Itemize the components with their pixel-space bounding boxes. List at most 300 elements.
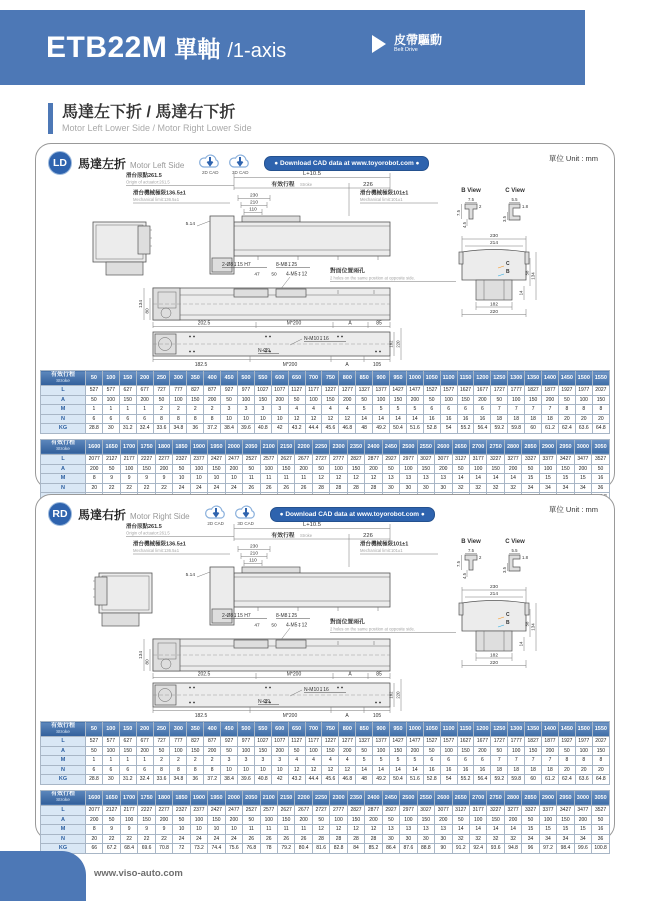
table-cell: 5 [356,405,373,415]
table-cell: 14 [373,414,390,424]
table-cell: 16 [457,414,474,424]
table-cell: 28 [330,483,347,493]
drive-type-en: Belt Drive [394,47,418,53]
table-cell: 50.4 [390,424,407,434]
table-cell: 150 [417,815,434,825]
stroke-col-header: 2950 [557,439,574,454]
table-cell: 34 [539,834,556,844]
table-cell: 50 [173,815,190,825]
table-cell: 1277 [339,737,356,747]
mech-limit-right-en: Mechanical limit:101±1 [360,548,403,553]
footer-website: www.viso-auto.com [94,868,183,879]
table-cell: 577 [102,737,119,747]
table-cell: 200 [155,815,172,825]
stroke-col-header: 1450 [558,722,575,737]
table-cell: 150 [119,746,136,756]
stroke-col-header: 2900 [539,439,556,454]
c-dim-55: 5.5 [511,197,518,202]
stroke-col-header: 1450 [558,371,575,386]
row-label: M [41,474,86,484]
table-cell: 1627 [457,386,474,396]
table-cell: 7 [542,405,559,415]
table-cell: 6 [474,756,491,766]
stroke-col-header: 2300 [330,439,347,454]
table-cell: 14 [406,414,423,424]
table-cell: 1027 [254,737,271,747]
stroke-col-header: 1900 [190,439,207,454]
table-cell: 13 [435,474,452,484]
stroke-col-header: 700 [305,722,322,737]
table-cell: 200 [225,815,242,825]
table-cell: 6 [102,414,119,424]
table-cell: 20 [86,483,103,493]
table-cell: 54 [440,775,457,785]
table-cell: 24 [208,483,225,493]
table-cell: 100 [260,464,277,474]
m5-holes-label: 4-M5↧12 [286,271,308,278]
stroke-col-header: 1000 [406,722,423,737]
table-cell: 36 [592,483,610,493]
table-cell: 9 [120,474,137,484]
stroke-col-header: 1650 [103,439,120,454]
table-cell: 1877 [542,737,559,747]
mech-limit-left-en: Mechanical limit:136.5±1 [133,548,180,553]
section-label-b: B [506,620,510,626]
stroke-label-en: Stroke [300,533,313,538]
table-cell: 727 [153,737,170,747]
panel-badge-ld: LD [48,151,72,175]
table-cell: 52.8 [423,424,440,434]
table-cell: 2827 [347,454,364,464]
b-view-label: B View [461,188,481,194]
stroke-col-header: 400 [204,722,221,737]
panel-title-cn: 馬達右折 [78,507,127,522]
table-cell: 1527 [423,386,440,396]
table-cell: 8 [153,414,170,424]
stroke-col-header: 1550 [592,371,609,386]
table-cell: 13 [400,825,417,835]
table-cell: 3 [271,405,288,415]
table-cell: 12 [339,765,356,775]
b-dim-2: 2 [479,204,482,209]
table-cell: 55.2 [457,424,474,434]
row-label: A [41,395,86,405]
footer-tab [0,851,86,901]
table-cell: 2427 [208,805,225,815]
table-cell: 100 [102,395,119,405]
table-cell: 1727 [491,386,508,396]
table-cell: 50 [288,746,305,756]
table-cell: 2527 [243,454,260,464]
stroke-col-header: 450 [221,371,238,386]
table-cell: 1 [136,756,153,766]
dim-80: 80 [145,308,151,314]
table-cell: 3127 [452,805,469,815]
row-label: N [41,414,86,424]
table-cell: 34.8 [170,424,187,434]
table-cell: 5 [356,756,373,766]
table-cell: 3427 [557,454,574,464]
table-cell: 46.8 [339,775,356,785]
stroke-col-header: 2950 [557,790,574,805]
table-cell: 6 [86,414,103,424]
table-cell: 22 [103,834,120,844]
table-cell: 1 [86,756,103,766]
stroke-col-header: 2300 [330,790,347,805]
table-cell: 30 [102,424,119,434]
table-cell: 150 [417,464,434,474]
stroke-col-header: 1150 [457,722,474,737]
table-cell: 150 [277,815,294,825]
table-cell: 32.4 [136,775,153,785]
table-cell: 1 [136,405,153,415]
table-cell: 50 [86,746,103,756]
stroke-col-header: 1350 [525,722,542,737]
table-cell: 100 [190,815,207,825]
table-cell: 3 [238,405,255,415]
table-cell: 10 [190,825,207,835]
table-cell: 100 [170,395,187,405]
table-cell: 150 [525,395,542,405]
table-cell: 11 [295,474,312,484]
row-label: M [41,756,86,766]
table-cell: 50 [103,815,120,825]
table-cell: 3227 [487,454,504,464]
table-cell: 44.4 [305,775,322,785]
stroke-col-header: 2400 [365,439,382,454]
table-cell: 34.8 [170,775,187,785]
table-cell: 100 [120,464,137,474]
table-cell: 99.6 [574,844,591,854]
table-cell: 38.4 [221,424,238,434]
table-cell: 100 [238,746,255,756]
table-cell: 100 [469,464,486,474]
table-cell: 26 [243,834,260,844]
mech-limit-right-cn: 滑台機械極限101±1 [360,541,409,548]
table-cell: 6 [102,765,119,775]
table-cell: 3427 [557,805,574,815]
table-cell: 200 [136,746,153,756]
stroke-col-header: 2150 [277,439,294,454]
dim-47: 47 [254,272,260,278]
stroke-col-header: 850 [356,371,373,386]
n9-holes-label: N-Ø9 [258,699,270,705]
table-cell: 3327 [522,454,539,464]
table-cell: 3177 [469,454,486,464]
table-cell: 2977 [400,454,417,464]
table-cell: 15 [557,474,574,484]
table-cell: 100 [260,815,277,825]
table-cell: 4 [288,756,305,766]
stroke-col-header: 2850 [522,439,539,454]
table-cell: 50 [592,815,610,825]
stroke-col-header: 1400 [542,722,559,737]
stroke-col-header: 950 [390,371,407,386]
table-cell: 1077 [271,386,288,396]
stroke-col-header: 1500 [575,722,592,737]
table-cell: 877 [204,386,221,396]
table-cell: 4 [322,405,339,415]
table-cell: 2027 [592,386,609,396]
table-cell: 28 [347,483,364,493]
table-cell: 2777 [330,805,347,815]
table-cell: 100 [238,395,255,405]
table-cell: 14 [504,474,521,484]
table-cell: 6 [86,765,103,775]
stroke-col-header: 2100 [260,439,277,454]
table-cell: 200 [295,815,312,825]
table-cell: 24 [225,483,242,493]
table-row [41,805,610,815]
dim-1825: 182.5 [194,713,208,719]
table-cell: 200 [542,746,559,756]
table-cell: 8 [204,765,221,775]
table-cell: 20 [592,765,609,775]
stroke-col-header: 1850 [173,439,190,454]
table-cell: 12 [322,765,339,775]
sec-dim-214: 214 [489,592,499,597]
dim-1825: 182.5 [194,362,208,368]
stroke-col-header: 1950 [208,439,225,454]
table-cell: 100 [305,395,322,405]
sec-dim-14: 14 [518,641,524,647]
table-cell: 7 [508,405,525,415]
table-cell: 14 [469,474,486,484]
cad-3d-label: 3D CAD [232,169,249,175]
stroke-col-header: 2050 [243,790,260,805]
row-label: A [41,815,86,825]
sec-dim-220: 220 [489,661,499,666]
stroke-col-header: 350 [187,722,204,737]
stroke-col-header: 2650 [452,439,469,454]
download-cad-button[interactable]: ● Download CAD data at www.toyorobot.com ● [264,156,429,171]
table-cell: 5 [373,405,390,415]
table-cell: 13 [382,825,399,835]
table-cell: 92.4 [469,844,486,854]
sec-dim-134: 134 [530,623,536,631]
stroke-col-header: 200 [136,371,153,386]
table-cell: 150 [487,464,504,474]
plan-dim-182: 182 [388,691,394,699]
table-cell: 49.2 [373,775,390,785]
table-cell: 42 [271,775,288,785]
dim-514: 5.14 [185,222,195,227]
table-cell: 15 [522,825,539,835]
table-cell: 1827 [525,737,542,747]
stroke-col-header: 2100 [260,790,277,805]
table-cell: 100 [102,746,119,756]
table-cell: 100 [539,815,556,825]
table-cell: 1527 [423,737,440,747]
table-cell: 150 [119,395,136,405]
table-cell: 1427 [390,737,407,747]
c-view-label: C View [505,188,525,194]
row-label: N [41,834,86,844]
dim-105: 105 [372,713,382,719]
table-cell: 2477 [225,454,242,464]
m8-holes-label: 8-M8↧25 [276,262,298,268]
table-cell: 28 [365,483,382,493]
stroke-col-header: 1300 [508,371,525,386]
table-cell: 1477 [406,386,423,396]
stroke-col-header: 3050 [592,790,610,805]
table-cell: 2077 [86,454,103,464]
table-cell: 6 [136,414,153,424]
table-cell: 50 [522,815,539,825]
table-cell: 42 [271,424,288,434]
table-row [41,424,610,434]
stroke-col-header: 2700 [469,790,486,805]
table-cell: 28 [312,483,329,493]
table-cell: 11 [277,474,294,484]
table-cell: 37.2 [204,424,221,434]
stroke-col-header: 1550 [592,722,609,737]
table-cell: 10 [221,414,238,424]
b-dim-45: 4.5 [462,222,467,228]
table-cell: 16 [440,765,457,775]
dim-2025: 202.5 [197,320,211,327]
stroke-col-header: 3000 [574,790,591,805]
stroke-col-header: 950 [390,722,407,737]
table-cell: 8 [575,756,592,766]
stroke-col-header: 50 [86,371,103,386]
table-cell: 28 [330,834,347,844]
pitch-label: M*200 [286,671,302,678]
table-cell: 200 [225,464,242,474]
mech-limit-right-en: Mechanical limit:101±1 [360,197,403,202]
table-cell: 200 [136,395,153,405]
table-cell: 64.8 [592,775,609,785]
table-cell: 48 [356,775,373,785]
table-row [41,834,610,844]
table-cell: 1327 [356,386,373,396]
table-cell: 2327 [173,805,190,815]
table-cell: 20 [575,414,592,424]
table-cell: 3 [238,756,255,766]
table-cell: 777 [170,737,187,747]
table-cell: 2727 [312,454,329,464]
table-cell: 94.8 [504,844,521,854]
table-cell: 7 [525,756,542,766]
table-cell: 36 [187,775,204,785]
section-label-c: C [506,612,510,618]
mech-limit-right-cn: 滑台機械極限101±1 [360,190,409,197]
stroke-col-header: 1000 [406,371,423,386]
table-cell: 20 [558,414,575,424]
table-cell: 43.2 [288,775,305,785]
table-cell: 50 [86,395,103,405]
product-header-bar [0,10,585,85]
pitch-label-2: M*200 [282,362,298,368]
plan-dim-220: 220 [395,340,401,348]
stroke-col-header: 100 [102,722,119,737]
table-cell: 200 [204,746,221,756]
table-cell: 4 [305,405,322,415]
table-cell: 59.2 [491,775,508,785]
dim-47: 47 [254,623,260,629]
table-cell: 577 [102,386,119,396]
table-cell: 200 [504,464,521,474]
stroke-col-header: 1050 [423,722,440,737]
pitch-label-2: M*200 [282,713,298,719]
section-title-en: Motor Left Lower Side / Motor Right Lower Side [62,123,252,133]
download-cad-button[interactable]: ● Download CAD data at www.toyorobot.com ● [270,507,435,522]
table-cell: 22 [155,834,172,844]
table-cell: 9 [103,825,120,835]
table-cell: 26 [260,483,277,493]
table-cell: 14 [452,474,469,484]
technical-drawing [38,168,613,368]
table-cell: 100 [575,395,592,405]
table-cell: 18 [525,765,542,775]
table-cell: 50 [558,746,575,756]
table-cell: 150 [208,815,225,825]
table-cell: 1777 [508,737,525,747]
stroke-col-header: 2750 [487,439,504,454]
front-view [153,288,390,320]
stroke-col-header: 2700 [469,439,486,454]
table-cell: 26 [295,483,312,493]
table-row [41,454,610,464]
stroke-col-header: 650 [288,722,305,737]
table-cell: 12 [312,825,329,835]
table-cell: 100 [190,464,207,474]
table-cell: 34 [539,483,556,493]
table-cell: 2377 [190,805,207,815]
stroke-col-header: 850 [356,722,373,737]
table-cell: 11 [260,474,277,484]
table-cell: 3277 [504,805,521,815]
table-cell: 6 [423,405,440,415]
table-cell: 2627 [277,454,294,464]
table-cell: 5 [373,756,390,766]
table-cell: 200 [574,815,591,825]
table-cell: 32 [487,834,504,844]
table-cell: 46.8 [339,424,356,434]
table-cell: 200 [339,746,356,756]
stroke-col-header: 2900 [539,790,556,805]
table-cell: 59.8 [508,775,525,785]
table-cell: 6 [474,405,491,415]
sec-dim-230: 230 [489,234,499,239]
table-cell: 24 [225,834,242,844]
table-cell: 32 [504,834,521,844]
table-cell: 38.4 [221,775,238,785]
table-cell: 2677 [295,805,312,815]
table-cell: 40.8 [254,424,271,434]
table-cell: 73.2 [190,844,207,854]
stroke-table-1 [40,370,610,434]
stroke-col-header: 2500 [400,439,417,454]
table-cell: 26 [243,483,260,493]
table-cell: 150 [390,746,407,756]
table-cell: 26 [277,834,294,844]
table-cell: 2127 [103,805,120,815]
stroke-col-header: 2450 [382,439,399,454]
plan-view [153,683,390,707]
table-cell: 62.4 [558,424,575,434]
table-cell: 3 [254,405,271,415]
row-label: KG [41,844,86,854]
m8-holes-label: 8-M8↧25 [276,613,298,619]
section-label-c: C [506,261,510,267]
table-cell: 200 [86,464,103,474]
stroke-col-header: 1050 [423,371,440,386]
table-cell: 3 [221,756,238,766]
table-cell: 10 [238,414,255,424]
table-cell: 81.6 [312,844,329,854]
table-cell: 200 [542,395,559,405]
